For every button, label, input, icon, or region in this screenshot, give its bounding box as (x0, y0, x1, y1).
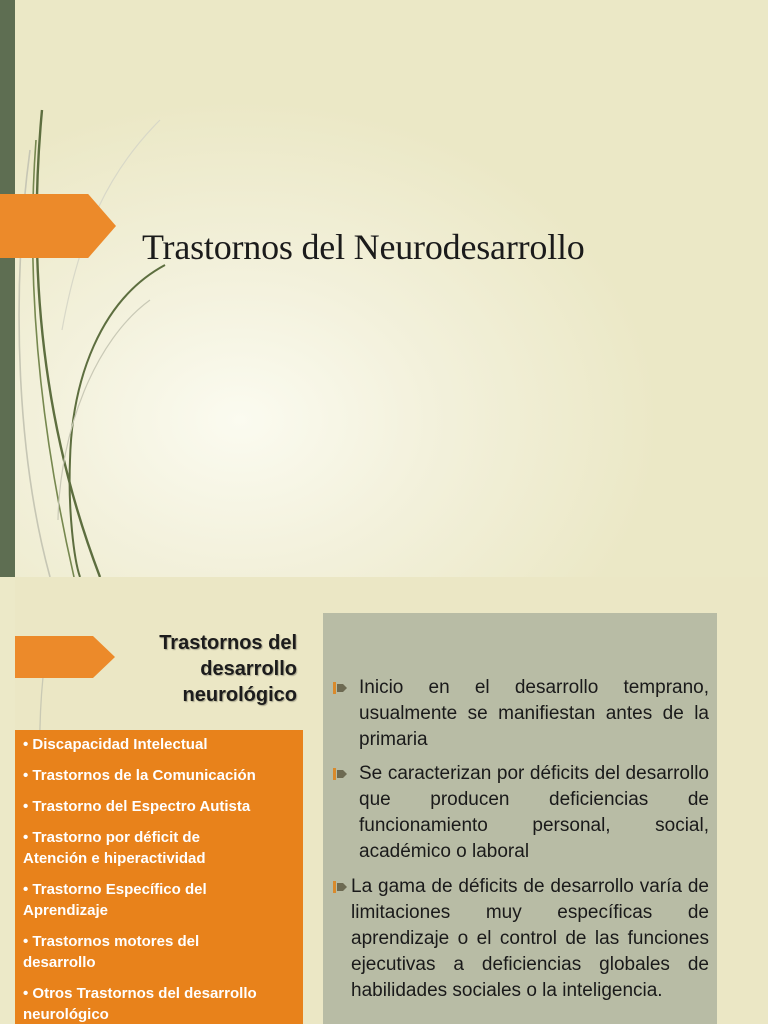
arrow-bullet-icon (333, 682, 347, 694)
disorder-list (15, 730, 303, 1024)
section-heading (159, 630, 297, 708)
list-item: • Trastornos motores del desarrollo (23, 933, 200, 971)
description-box (323, 613, 717, 1024)
heading-line: desarrollo (200, 658, 297, 680)
arrow-bullet-icon (333, 768, 347, 780)
paragraph-text: Inicio en el desarrollo temprano, usualmente se manifiestan antes de la primaria (359, 677, 709, 750)
arrow-bullet-icon (333, 881, 347, 893)
heading-arrow-tab (15, 636, 115, 678)
slide-title: Trastornos del Neurodesarrollo (142, 227, 585, 267)
list-item: • Discapacidad Intelectual (23, 736, 208, 753)
paragraph-text: La gama de déficits de desarrollo varía de limitaciones muy específicas de aprendizaje o el control de las funciones ejecutivas a deficiencias globales de habilidades sociales o la inteligencia. (351, 876, 709, 1001)
paragraph-text: Se caracterizan por déficits del desarrollo que producen deficiencias de funcionamiento personal, social, académico o laboral (359, 763, 709, 862)
disorder-list-box (15, 730, 303, 1024)
decorative-swoosh-icon (0, 0, 260, 577)
heading-line: Trastornos del (159, 632, 297, 654)
description-paragraph (333, 874, 709, 1004)
list-item: • Trastorno por déficit de Atención e hiperactividad (23, 829, 206, 867)
list-item: • Trastorno Específico del Aprendizaje (23, 881, 207, 919)
description-paragraph (333, 675, 709, 753)
heading-line: neurológico (182, 684, 297, 706)
list-item: • Trastornos de la Comunicación (23, 767, 256, 784)
content-slide (15, 577, 768, 1024)
list-item: • Otros Trastornos del desarrollo neurológico (23, 985, 257, 1023)
list-item: • Trastorno del Espectro Autista (23, 798, 251, 815)
description-paragraph (333, 761, 709, 865)
